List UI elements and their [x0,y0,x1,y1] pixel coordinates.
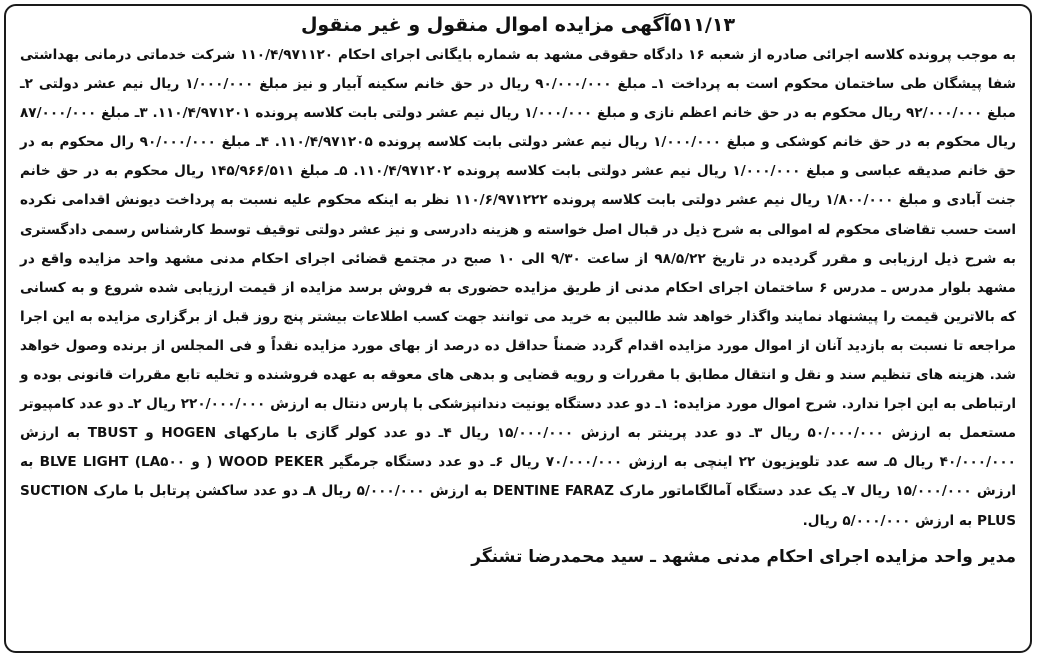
notice-frame [4,4,1032,653]
auction-notice [6,6,1030,570]
notice-signature: مدیر واحد مزایده اجرای احکام مدنی مشهد ـ سید محمدرضا تشنگر [471,546,1016,567]
notice-body: به موجب پرونده کلاسه اجرائی صادره از شعبه ۱۶ دادگاه حقوقی مشهد به شماره بایگانی اجرای احکام ۱۱۰/۴/۹۷۱۱۲۰ شرکت خدماتی درمانی بهداشتی شفا پیشگان طی ساختمان محکوم است به پرداخت ۱ـ مبلغ ۹۰/۰۰۰/۰۰۰ ریال در حق خانم سکینه آبیار و نیز مبلغ ۱/۰۰۰/۰۰۰ ریال نیم عشر دولتی ۲ـ مبلغ ۹۲/۰۰۰/۰۰۰ ریال محکوم به در حق خانم اعظم نازی و مبلغ ۱/۰۰۰/۰۰۰ ریال نیم عشر دولتی بابت کلاسه پرونده ۱۱۰/۴/۹۷۱۲۰۱. ۳ـ مبلغ ۸۷/۰۰۰/۰۰۰ ریال محکوم به در حق خانم کوشکی و مبلغ ۱/۰۰۰/۰۰۰ ریال نیم عشر دولتی بابت کلاسه پرونده ۱۱۰/۴/۹۷۱۲۰۵. ۴ـ مبلغ ۹۰/۰۰۰/۰۰۰ رال محکوم به در حق خانم صدیقه عباسی و مبلغ ۱/۰۰۰/۰۰۰ ریال نیم عشر دولتی بابت کلاسه پرونده ۱۱۰/۴/۹۷۱۲۰۲. ۵ـ مبلغ ۱۴۵/۹۶۶/۵۱۱ ریال محکوم به در حق خانم جنت آبادی و مبلغ ۱/۸۰۰/۰۰۰ ریال نیم عشر دولتی بابت کلاسه پرونده ۱۱۰/۶/۹۷۱۲۲۲ نظر به اینکه محکوم علیه نسبت به پرداخت دیونش اقدامی نکرده است حسب تقاضای محکوم له اموالی به شرح ذیل در قبال اصل خواسته و هزینه دادرسی و نیز عشر دولتی توقیف توسط کارشناس رسمی دادگستری به شرح ذیل ارزیابی و مقرر گردیده در تاریخ ۹۸/۵/۲۲ از ساعت ۹/۳۰ الی ۱۰ صبح در مجتمع قضائی اجرای احکام مدنی مشهد واحد مزایده واقع در مشهد بلوار مدرس ـ مدرس ۶ ساختمان اجرای احکام مدنی از طریق مزایده حضوری به فروش برسد مزایده از قیمت ارزیابی شده شروع و به کسانی که بالاترین قیمت را پیشنهاد نمایند واگذار خواهد شد طالبین به خرید می توانند جهت کسب اطلاعات بیشتر پنج روز قبل از برگزاری مزایده به این اجرا مراجعه تا نسبت به بازدید آنان از اموال مورد مزایده اقدام گردد ضمناً حداقل ده درصد از بهای مورد مزایده نقداً و فی المجلس از برنده وصول خواهد شد. هزینه های تنظیم سند و نقل و انتقال مطابق با مقررات و رویه قضایی و بدهی های معوقه به عهده فروشنده و تخلیه تابع مقررات قانونی بوده و ارتباطی به این اجرا ندارد. شرح اموال مورد مزایده: ۱ـ دو عدد دستگاه یونیت دندانپزشکی با پارس دنتال به ارزش ۲۲۰/۰۰۰/۰۰۰ ریال ۲ـ دو عدد کامپیوتر مستعمل به ارزش ۵۰/۰۰۰/۰۰۰ ریال ۳ـ دو عدد پرینتر به ارزش ۱۵/۰۰۰/۰۰۰ ریال ۴ـ دو عدد کولر گازی با مارکهای HOGEN و TBUST به ارزش ۴۰/۰۰۰/۰۰۰ ریال ۵ـ سه عدد تلویزیون ۲۲ اینچی به ارزش ۷۰/۰۰۰/۰۰۰ ریال ۶ـ دو عدد دستگاه جرمگیر WOOD PEKER ( و BLVE LIGHT (LA۵۰۰ به ارزش ۱۵/۰۰۰/۰۰۰ ریال ۷ـ یک عدد دستگاه آمالگاماتور مارک DENTINE FARAZ به ارزش ۵/۰۰۰/۰۰۰ ریال ۸ـ دو عدد ساکشن پرتابل با مارک SUCTION PLUS به ارزش ۵/۰۰۰/۰۰۰ ریال. [20,47,1017,529]
notice-title: ۵۱۱/۱۳آگهی مزایده اموال منقول و غیر منقول [300,14,736,36]
